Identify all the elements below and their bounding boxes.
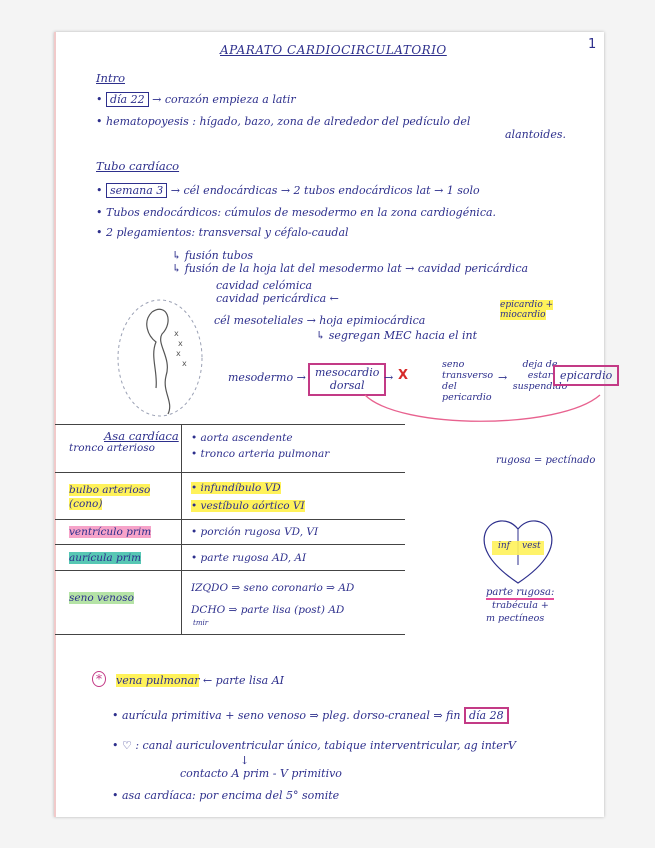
table-cell-right: • parte rugosa AD, AI	[191, 552, 307, 564]
section-asa-heading: Asa cardíaca	[104, 429, 179, 443]
table-cell-right: • porción rugosa VD, VI	[191, 526, 319, 538]
tubo-line-8: cél mesoteliales → hoja epimiocárdica	[214, 314, 426, 327]
epicardio-miocardio-note: epicardio + miocardio	[500, 300, 554, 321]
table-column-divider	[181, 424, 182, 634]
tubo-line-9: ↳ segregan MEC hacia el int	[316, 329, 477, 342]
flow-seno-transverso: seno transverso del pericardio	[442, 359, 494, 403]
section-tubo-heading: Tubo cardíaco	[96, 159, 180, 173]
intro-line-1: • día 22 → corazón empieza a latir	[96, 93, 296, 106]
red-x-mark: X	[398, 368, 409, 383]
flow-deja-suspendido: deja de estar suspendido	[512, 359, 568, 392]
tmir-note: tmir	[193, 619, 209, 627]
table-row-divider	[55, 544, 405, 545]
tubo-line-1: • semana 3 → cél endocárdicas → 2 tubos endocárdicos lat → 1 solo	[96, 184, 480, 197]
semana-3-box: semana 3	[106, 183, 167, 198]
page-title: APARATO CARDIOCIRCULATORIO	[220, 43, 447, 57]
embryo-sketch	[112, 292, 212, 422]
section-intro-heading: Intro	[96, 71, 125, 85]
page-number: 1	[588, 37, 597, 52]
heart-label-vest: vest	[522, 541, 541, 551]
tubo-line-4: ↳ fusión tubos	[172, 249, 254, 262]
table-cell-left: (cono)	[69, 498, 103, 510]
intro-line-2b: alantoides.	[505, 128, 566, 141]
table-cell-right: • tronco arteria pulmonar	[191, 448, 330, 460]
svg-text:x: x	[174, 329, 179, 338]
intro-line-2: • hematopoyesis : hígado, bazo, zona de alrededor del pedículo del	[96, 115, 471, 128]
tubo-line-3: • 2 plegamientos: transversal y céfalo-caudal	[96, 226, 349, 239]
table-border-top	[55, 424, 405, 425]
flow-arrow-2: →	[498, 371, 508, 384]
table-cell-right: • aorta ascendente	[191, 432, 293, 444]
svg-text:x: x	[178, 339, 183, 348]
table-cell-left: aurícula prim	[69, 552, 142, 564]
table-row-divider	[55, 570, 405, 571]
bullet-corazon-arrow: ↓	[240, 754, 250, 767]
mesocardio-dorsal-box: mesocardio dorsal	[308, 363, 378, 396]
tubo-line-6: cavidad celómica	[216, 279, 313, 292]
table-row-divider	[55, 472, 405, 473]
tubo-line-2: • Tubos endocárdicos: cúmulos de mesodermo en la zona cardiogénica.	[96, 206, 497, 219]
svg-text:x: x	[176, 349, 181, 358]
rugosa-note: rugosa = pectínado	[496, 455, 596, 466]
table-border-bottom	[55, 634, 405, 635]
table-cell-right: DCHO ⇒ parte lisa (post) AD	[191, 604, 345, 616]
bullet-contacto: contacto A prim - V primitivo	[180, 767, 342, 780]
bullet-asa-cardiaca: • asa cardíaca: por encima del 5° somite	[112, 789, 340, 802]
flow-arrow-1: →	[384, 371, 394, 384]
star-marker: *	[92, 673, 106, 687]
bullet-corazon: • ♡ : canal auriculoventricular único, tabique interventricular, ag interV	[112, 739, 516, 752]
day-22-box: día 22	[106, 92, 149, 107]
heart-diagram	[478, 515, 558, 587]
flow-mesodermo: mesodermo →	[228, 371, 306, 384]
table-cell-left: ventrículo prim	[69, 526, 152, 538]
tubo-line-7: cavidad pericárdica ←	[216, 292, 339, 305]
table-cell-right: • vestíbulo aórtico VI	[191, 500, 305, 512]
table-cell-right: IZQDO ⇒ seno coronario ⇒ AD	[191, 582, 355, 594]
table-cell-right: • infundíbulo VD	[191, 482, 281, 494]
asa-cardiaca-table	[55, 424, 405, 634]
table-cell-left: seno venoso	[69, 592, 134, 604]
epicardio-box: epicardio	[553, 370, 619, 383]
trabecula-label: trabécula +	[492, 600, 549, 611]
heart-label-inf: inf	[498, 541, 511, 551]
tubo-line-5: ↳ fusión de la hoja lat del mesodermo lat → cavidad pericárdica	[172, 262, 529, 275]
svg-text:x: x	[182, 359, 187, 368]
bullet-auricula-primitiva: • aurícula primitiva + seno venoso ⇒ pleg. dorso-craneal ⇒ fin día 28	[112, 710, 509, 723]
table-row-divider	[55, 519, 405, 520]
table-cell-left: tronco arterioso	[69, 442, 155, 454]
table-cell-left: bulbo arterioso	[69, 484, 151, 496]
vena-pulmonar-line: vena pulmonar ← parte lisa AI	[116, 674, 284, 687]
pectineos-label: m pectíneos	[486, 613, 545, 624]
parte-rugosa-label: parte rugosa:	[486, 587, 555, 598]
